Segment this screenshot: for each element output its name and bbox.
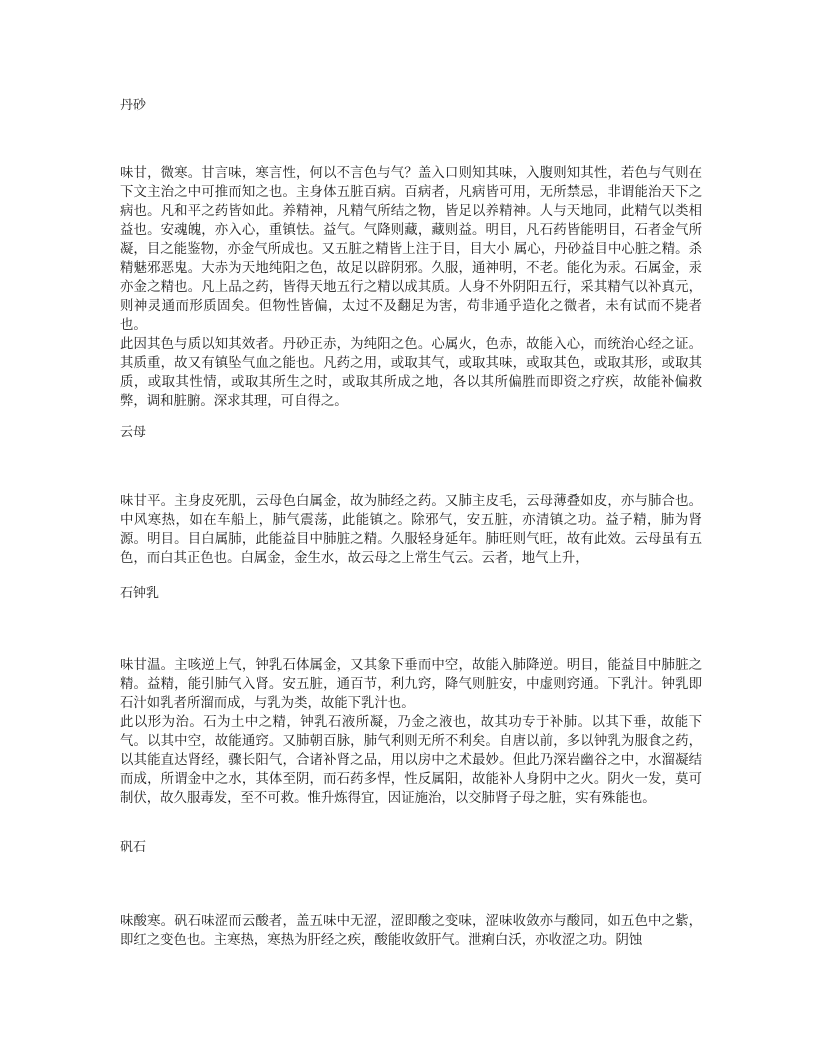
section-title-shizhongru: 石钟乳 xyxy=(120,586,160,601)
section-body-fanshi xyxy=(120,912,702,950)
paragraph: 味甘温。主咳逆上气，钟乳石体属金，又其象下垂而中空，故能入肺降逆。明目，能益目中肺脏之精。益精，能引肺气入肾。安五脏，通百节，利九窍，降气则脏安，中虚则窍通。下乳汁。钟乳即石汁如乳者所溜而成，与乳为类，故能下乳汁也。 xyxy=(120,658,702,711)
section-body-yunmu xyxy=(120,492,702,568)
paragraph: 此以形为治。石为土中之精，钟乳石液所凝，乃金之液也，故其功专于补肺。以其下垂，故能下气。以其中空，故能通窍。又肺朝百脉，肺气利则无所不利矣。自唐以前，多以钟乳为服食之药，以其能直达肾经，骤长阳气，合诸补肾之品，用以房中之术最妙。但此乃深岩幽谷之中，水溜凝结而成，所谓金中之水，其体至阴，而石药多悍，性反属阳，故能补人身阴中之火。阴火一发，莫可制伏，故久服毒发，至不可救。惟升炼得宜，因证施治，以交肺肾子母之脏，实有殊能也。 xyxy=(120,715,702,806)
section-title-fanshi: 矾石 xyxy=(120,840,147,855)
paragraph: 味甘，微寒。甘言味，寒言性，何以不言色与气？盖入口则知其味，入腹则知其性，若色与气则在下文主治之中可推而知之也。主身体五脏百病。百病者，凡病皆可用，无所禁忌，非谓能治天下之病也。凡和平之药皆如此。养精神，凡精气所结之物，皆足以养精神。人与天地同，此精气以类相益也。安魂魄，亦入心，重镇怯。益气。气降则藏，藏则益。明目，凡石药皆能明目，石者金气所凝，目之能鉴物，亦金气所成也。又五脏之精皆上注于目，目大小 属心，丹砂益目中心脏之精。杀精魅邪恶鬼。大赤为天地纯阳之色，故足以辟阴邪。久服，通神明，不老。能化为汞。石属金，汞亦金之精也。凡上品之药，皆得天地五行之精以成其质。人身不外阴阳五行，采其精气以补真元，则神灵通而形质固矣。但物性皆偏，太过不及翻足为害，苟非通乎造化之微者，未有试而不毙者也。 xyxy=(120,166,702,333)
paragraph: 味酸寒。矾石味涩而云酸者，盖五味中无涩，涩即酸之变味，涩味收敛亦与酸同，如五色中之紫，即红之变色也。主寒热，寒热为肝经之疾，酸能收敛肝气。泄痢白沃，亦收涩之功。阴蚀 xyxy=(120,914,702,948)
section-body-dansha xyxy=(120,164,702,411)
section-body-shizhongru xyxy=(120,656,702,808)
section-title-dansha: 丹砂 xyxy=(120,98,147,113)
paragraph: 此因其色与质以知其效者。丹砂正赤，为纯阳之色。心属火，色赤，故能入心，而统治心经之证。其质重，故又有镇坠气血之能也。凡药之用，或取其气，或取其味，或取其色，或取其形，或取其质，或取其性情，或取其所生之时，或取其所成之地，各以其所偏胜而即资之疗疾，故能补偏救弊，调和脏腑。深求其理，可自得之。 xyxy=(120,337,702,409)
section-title-yunmu: 云母 xyxy=(120,425,147,440)
paragraph: 味甘平。主身皮死肌，云母色白属金，故为肺经之药。又肺主皮毛，云母薄叠如皮，亦与肺合也。中风寒热，如在车船上，肺气震荡，此能镇之。除邪气，安五脏，亦清镇之功。益子精，肺为肾源。明目。目白属肺，此能益目中肺脏之精。久服轻身延年。肺旺则气旺，故有此效。云母虽有五色，而白其正色也。白属金，金生水，故云母之上常生气云。云者，地气上升， xyxy=(120,494,702,566)
